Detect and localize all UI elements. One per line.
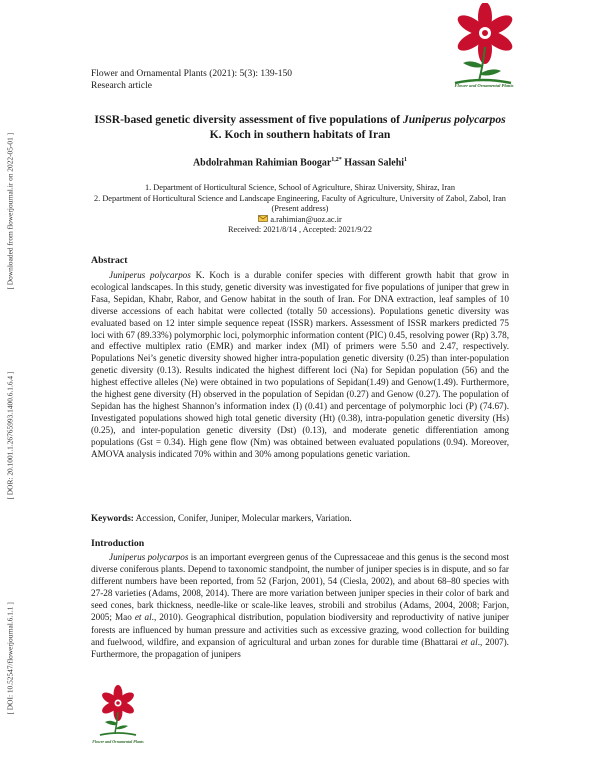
email-link[interactable]: a.rahimian@uoz.ac.ir (270, 214, 342, 224)
author-2: Hassan Salehi (344, 157, 405, 169)
journal-logo-flower-icon (433, 3, 533, 95)
introduction-body: Juniperus polycarpos is an important evergreen genus of the Cupressaceae and this genus is the second most diverse coniferous plants. Depend to taxonomic standpoint, the number of juniper species is in dispute, and so far different numbers have been reported, from 52 (Farjon, 2001), 54 (Ciesla, 2002), and about 68–80 species with 27-28 varieties (Adams, 2008, 2014). There are more variation between juniper species in their color of bark and seed cones, bark thickness, needle-like or scale-like leaves, strobili and strobilus (Adams, 2004, 2008; Farjon, 2005; Mao et al., 2010). Geographical distribution, population biodiversity and reproductivity of native juniper forests are influenced by human pressure and activities such as excessive grazing, wood collection for building and fuelwood, wildfire, and expansion of agricultural and urban zones for durable time (Bhattarai et al., 2007). Furthermore, the propagation of junipers (91, 552, 509, 659)
author-1: Abdolrahman Rahimian Boogar (192, 157, 332, 169)
journal-line: Flower and Ornamental Plants (2021): 5(3): 139-150 (91, 69, 293, 79)
sidebar-downloaded: [ Downloaded from flowerjournal.ir on 2022-05-01 ] (5, 132, 15, 290)
authors: Abdolrahman Rahimian Boogar$^{1,2*}$ Hassan Salehi$^1$ (192, 157, 408, 169)
introduction-heading: Introduction (91, 538, 145, 549)
envelope-icon (258, 215, 268, 222)
journal-header (91, 68, 292, 92)
dates: Received: 2021/8/14 , Accepted: 2021/9/22 (227, 225, 372, 234)
affiliation-2: 2. Department of Horticultural Science and Landscape Engineering, Faculty of Agriculture, University of Zabol, Zabol, Iran (Present address) (94, 193, 506, 213)
affiliation-1: 1. Department of Horticultural Science, School of Agriculture, Shiraz University, Shiraz, Iran (144, 183, 456, 192)
email-line (91, 215, 509, 226)
logo-caption: Flower and Ornamental Plants (454, 83, 514, 88)
affiliations (91, 183, 509, 236)
sidebar-dor: [ DOR: 20.1001.1.26765993.1400.6.1.6.4 ] (5, 371, 15, 500)
keywords-label: Keywords: (91, 513, 134, 523)
paper-title: ISSR-based genetic diversity assessment of five populations of Juniperus polycarpos K. Koch in southern habitats of Iran (94, 113, 506, 141)
abstract-heading: Abstract (91, 255, 128, 266)
article-type: Research article (91, 81, 152, 91)
title-species: Juniperus polycarpos (402, 113, 506, 126)
footer-logo-caption: Flower and Ornamental Plants (92, 739, 144, 744)
abstract-body: Juniperus polycarpos K. Koch is a durable conifer species with different growth habit that grow in ecological landscapes. In this study, genetic diversity was investigated for five populations of juniper that grew in Fasa, Sepidan, Khabr, Rabor, and Genow habitat in the south of Iran. For DNA extraction, leaf samples of 10 diverse accessions of each habitat were collected (totally 50 accessions). Populations genetic diversity was evaluated based on 12 inter simple sequence repeat (ISSR) markers. Assessment of ISSR markers predicted 75 loci with 67 (89.33%) polymorphic loci, polymorphic information content (PIC) 0.45, resolving power (Rp) 3.78, and effective multiplex ratio (EMR) and marker index (MI) of primers were 5.50 and 2.47, respectively. Populations Nei’s genetic diversity showed higher intra-population genetic diversity (0.25) than inter-population genetic diversity (0.13). Results indicated the highest different loci (Na) for Sepidan population (56) and the highest effective alleles (Ne) were obtained in two populations of Sepidan(1.49) and Genow(1.49). Furthermore, the highest gene diversity (H) observed in the population of Sepidan (0.27) and Genow (0.27). The population of Sepidan has the highest Shannon’s information index (I) (0.41) and percentage of polymorphic loci (P) (74.67). Investigated populations showed high total genetic diversity (Ht) (0.38), intra-population genetic diversity (Hs) (0.25), and inter-population genetic diversity (Dst) (0.13), and moderate genetic differentiation among populations (Gst = 0.34). High gene flow (Nm) was obtained between evaluated populations (0.94). Moreover, AMOVA analysis indicated 70% within and 30% among populations genetic variation. (91, 270, 510, 459)
keywords (91, 512, 509, 524)
footer-logo-flower-icon (88, 685, 148, 741)
sidebar-doi: [ DOI: 10.52547/flowerjournal.6.1.1 ] (5, 602, 15, 715)
keywords-text: Accession, Conifer, Juniper, Molecular markers, Variation. (133, 513, 352, 523)
